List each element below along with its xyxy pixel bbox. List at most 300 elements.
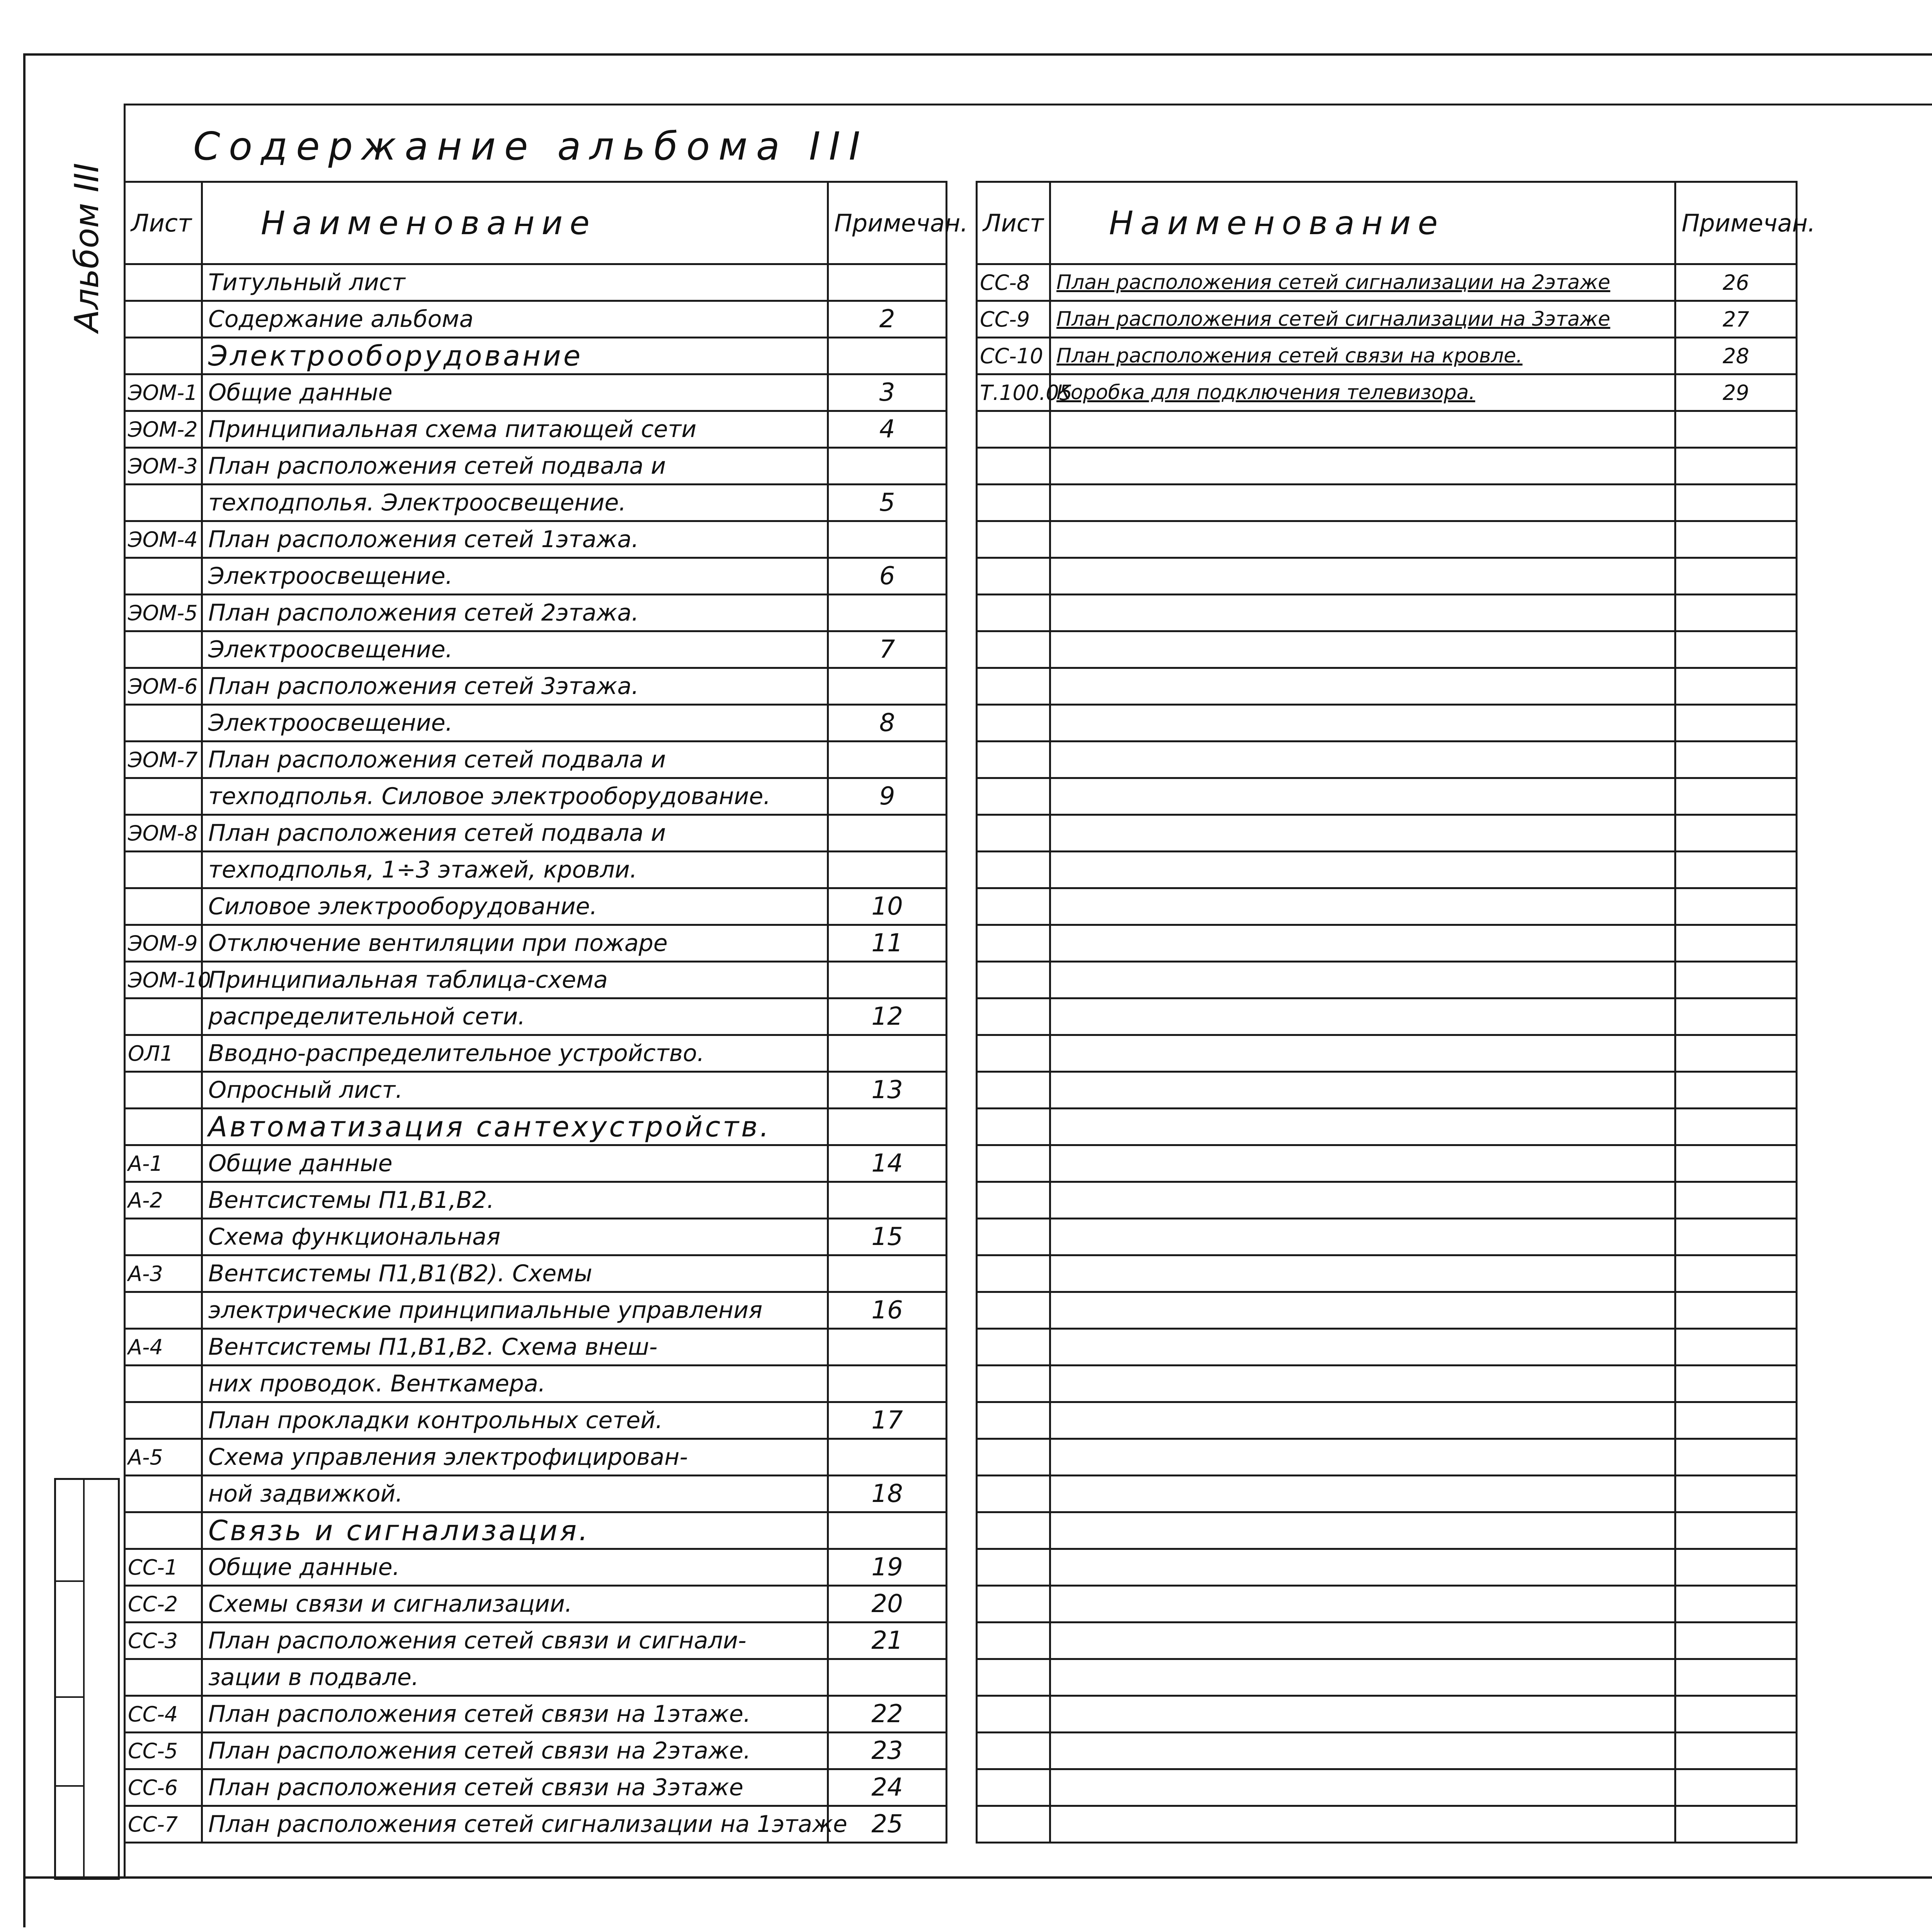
cell-note — [1675, 411, 1797, 448]
cell-sheet: СС-7 — [125, 1806, 202, 1843]
cell-note: 5 — [828, 485, 947, 521]
cell-note — [1675, 448, 1797, 485]
cell-note: 2 — [828, 301, 947, 338]
table-row — [125, 448, 947, 485]
cell-sheet — [125, 338, 202, 374]
cell-note: 10 — [828, 888, 947, 925]
cell-sheet: ЭОМ-6 — [125, 668, 202, 705]
cell-name: Общие данные — [202, 1145, 828, 1182]
cell-name — [1050, 1255, 1675, 1292]
cell-name — [1050, 1366, 1675, 1402]
column-header-note: Примечан. — [1675, 182, 1797, 264]
table-row — [977, 1145, 1797, 1182]
cell-name: План расположения сетей связи и сигнали- — [202, 1622, 828, 1659]
cell-sheet: А-1 — [125, 1145, 202, 1182]
cell-note — [828, 338, 947, 374]
cell-sheet — [977, 558, 1050, 595]
column-header-sheet: Лист — [125, 182, 202, 264]
page-title: Содержание альбома III — [193, 124, 869, 169]
cell-name — [1050, 1182, 1675, 1219]
cell-sheet — [977, 1109, 1050, 1145]
cell-name: План расположения сетей 2этажа. — [202, 595, 828, 631]
table-row — [125, 558, 947, 595]
table-row — [125, 338, 947, 374]
cell-note: 18 — [828, 1476, 947, 1512]
cell-name: ной задвижкой. — [202, 1476, 828, 1512]
table-row — [125, 962, 947, 998]
cell-note — [1675, 1182, 1797, 1219]
cell-sheet: СС-6 — [125, 1769, 202, 1806]
cell-sheet — [977, 925, 1050, 962]
cell-note: 16 — [828, 1292, 947, 1329]
table-row — [977, 1549, 1797, 1586]
cell-note: 19 — [828, 1549, 947, 1586]
contents-table-left-body — [125, 264, 947, 1843]
cell-sheet — [977, 448, 1050, 485]
table-row — [125, 925, 947, 962]
cell-name — [1050, 1219, 1675, 1255]
table-row — [125, 852, 947, 888]
table-row — [125, 1476, 947, 1512]
cell-name — [1050, 1622, 1675, 1659]
cell-name: Вводно-распределительное устройство. — [202, 1035, 828, 1072]
cell-sheet — [125, 705, 202, 742]
cell-note — [1675, 1733, 1797, 1769]
cell-name — [1050, 558, 1675, 595]
cell-sheet — [125, 1072, 202, 1109]
cell-sheet — [977, 1072, 1050, 1109]
cell-sheet — [977, 485, 1050, 521]
table-row — [977, 925, 1797, 962]
cell-name — [1050, 815, 1675, 852]
frame-top-line — [23, 53, 1932, 56]
table-row — [977, 595, 1797, 631]
cell-name: План расположения сетей связи на кровле. — [1050, 338, 1675, 374]
cell-sheet: А-5 — [125, 1439, 202, 1476]
cell-name — [1050, 1549, 1675, 1586]
cell-sheet — [977, 1292, 1050, 1329]
cell-name: План расположения сетей подвала и — [202, 742, 828, 778]
cell-sheet — [977, 852, 1050, 888]
table-row — [977, 1219, 1797, 1255]
cell-name: План расположения сетей 1этажа. — [202, 521, 828, 558]
cell-note — [1675, 1806, 1797, 1843]
cell-note — [1675, 1586, 1797, 1622]
cell-note — [828, 742, 947, 778]
table-row — [977, 1072, 1797, 1109]
table-header-row — [977, 182, 1797, 264]
cell-note: 29 — [1675, 374, 1797, 411]
cell-note — [828, 595, 947, 631]
table-row — [125, 1219, 947, 1255]
cell-name: Электрооборудование — [202, 338, 828, 374]
cell-note: 14 — [828, 1145, 947, 1182]
cell-sheet — [977, 1769, 1050, 1806]
table-row — [977, 264, 1797, 301]
cell-sheet: ЭОМ-2 — [125, 411, 202, 448]
cell-note — [828, 1329, 947, 1366]
cell-sheet: СС-5 — [125, 1733, 202, 1769]
cell-sheet — [977, 1549, 1050, 1586]
cell-note: 3 — [828, 374, 947, 411]
table-row — [125, 1733, 947, 1769]
cell-name — [1050, 778, 1675, 815]
cell-sheet — [977, 705, 1050, 742]
cell-note — [1675, 595, 1797, 631]
table-row — [125, 1659, 947, 1696]
table-row — [977, 374, 1797, 411]
cell-sheet: СС-3 — [125, 1622, 202, 1659]
cell-sheet: СС-9 — [977, 301, 1050, 338]
cell-sheet — [125, 852, 202, 888]
cell-sheet — [977, 1439, 1050, 1476]
table-header-row — [125, 182, 947, 264]
table-row — [125, 1255, 947, 1292]
cell-sheet — [125, 1219, 202, 1255]
cell-sheet — [977, 1329, 1050, 1366]
cell-sheet: СС-10 — [977, 338, 1050, 374]
cell-sheet — [977, 1512, 1050, 1549]
table-row — [977, 1659, 1797, 1696]
cell-note: 27 — [1675, 301, 1797, 338]
table-row — [977, 852, 1797, 888]
table-row — [977, 1806, 1797, 1843]
cell-sheet — [977, 1476, 1050, 1512]
cell-note — [1675, 998, 1797, 1035]
cell-name: План расположения сетей подвала и — [202, 815, 828, 852]
cell-sheet — [125, 1292, 202, 1329]
cell-name: Общие данные. — [202, 1549, 828, 1586]
cell-note — [828, 1512, 947, 1549]
cell-sheet — [125, 888, 202, 925]
cell-note — [1675, 631, 1797, 668]
cell-name — [1050, 448, 1675, 485]
cell-note — [1675, 1769, 1797, 1806]
table-row — [977, 448, 1797, 485]
cell-sheet — [977, 1659, 1050, 1696]
cell-note: 24 — [828, 1769, 947, 1806]
cell-name: техподполья. Электроосвещение. — [202, 485, 828, 521]
table-row — [977, 668, 1797, 705]
stamp-cell — [56, 1696, 83, 1698]
column-header-sheet: Лист — [977, 182, 1050, 264]
cell-note — [828, 1439, 947, 1476]
cell-note: 28 — [1675, 338, 1797, 374]
table-row — [125, 631, 947, 668]
cell-note — [828, 1659, 947, 1696]
cell-sheet — [977, 1696, 1050, 1733]
table-row — [125, 888, 947, 925]
cell-sheet: ЭОМ-4 — [125, 521, 202, 558]
table-row — [125, 1586, 947, 1622]
cell-note — [1675, 852, 1797, 888]
cell-note — [1675, 1622, 1797, 1659]
cell-name — [1050, 411, 1675, 448]
table-row — [977, 962, 1797, 998]
table-row — [977, 1769, 1797, 1806]
table-row — [977, 1476, 1797, 1512]
cell-note: 15 — [828, 1219, 947, 1255]
cell-note — [1675, 1696, 1797, 1733]
contents-table-right-body — [977, 264, 1797, 1843]
cell-sheet — [125, 1402, 202, 1439]
cell-sheet — [125, 1659, 202, 1696]
table-row — [977, 631, 1797, 668]
table-row — [977, 1182, 1797, 1219]
cell-sheet — [977, 815, 1050, 852]
frame-left-outer-line — [23, 53, 26, 1927]
cell-name — [1050, 595, 1675, 631]
cell-name: них проводок. Венткамера. — [202, 1366, 828, 1402]
cell-name: техподполья, 1÷3 этажей, кровли. — [202, 852, 828, 888]
cell-name: распределительной сети. — [202, 998, 828, 1035]
cell-sheet: СС-8 — [977, 264, 1050, 301]
cell-name — [1050, 485, 1675, 521]
table-row — [125, 264, 947, 301]
cell-sheet — [977, 962, 1050, 998]
cell-note — [828, 1366, 947, 1402]
table-row — [125, 374, 947, 411]
cell-note — [828, 521, 947, 558]
cell-sheet — [977, 1586, 1050, 1622]
cell-note — [1675, 778, 1797, 815]
table-row — [125, 1549, 947, 1586]
cell-sheet — [977, 1402, 1050, 1439]
cell-sheet — [977, 1622, 1050, 1659]
cell-sheet — [125, 778, 202, 815]
cell-sheet — [977, 1806, 1050, 1843]
cell-sheet — [977, 1366, 1050, 1402]
contents-table-right — [976, 181, 1816, 1844]
cell-sheet — [125, 1476, 202, 1512]
cell-note — [828, 815, 947, 852]
table-row — [125, 1145, 947, 1182]
cell-note: 13 — [828, 1072, 947, 1109]
cell-name — [1050, 888, 1675, 925]
table-row — [125, 1402, 947, 1439]
cell-sheet — [125, 998, 202, 1035]
cell-sheet — [977, 1145, 1050, 1182]
cell-name: Схема управления электрофицирован- — [202, 1439, 828, 1476]
cell-note — [1675, 1549, 1797, 1586]
cell-note — [1675, 1402, 1797, 1439]
cell-sheet — [977, 1255, 1050, 1292]
cell-note — [1675, 925, 1797, 962]
cell-sheet: СС-4 — [125, 1696, 202, 1733]
cell-sheet — [977, 595, 1050, 631]
cell-note — [1675, 815, 1797, 852]
cell-note — [1675, 1512, 1797, 1549]
cell-sheet — [977, 998, 1050, 1035]
cell-note: 9 — [828, 778, 947, 815]
table-row — [977, 888, 1797, 925]
cell-note — [828, 264, 947, 301]
cell-sheet: ЭОМ-9 — [125, 925, 202, 962]
cell-name — [1050, 1402, 1675, 1439]
table-row — [977, 1109, 1797, 1145]
cell-name — [1050, 1145, 1675, 1182]
cell-name — [1050, 1476, 1675, 1512]
cell-name: Связь и сигнализация. — [202, 1512, 828, 1549]
cell-note — [1675, 705, 1797, 742]
cell-name: Опросный лист. — [202, 1072, 828, 1109]
cell-note — [1675, 888, 1797, 925]
table-row — [977, 1586, 1797, 1622]
cell-name: Вентсистемы П1,В1(В2). Схемы — [202, 1255, 828, 1292]
cell-name: План расположения сетей сигнализации на 2этаже — [1050, 264, 1675, 301]
cell-name: зации в подвале. — [202, 1659, 828, 1696]
cell-note — [1675, 1329, 1797, 1366]
column-header-note: Примечан. — [828, 182, 947, 264]
table-row — [977, 742, 1797, 778]
cell-note: 4 — [828, 411, 947, 448]
cell-note — [828, 668, 947, 705]
cell-sheet: СС-2 — [125, 1586, 202, 1622]
cell-sheet — [125, 631, 202, 668]
cell-sheet: Т.100.05 — [977, 374, 1050, 411]
cell-name — [1050, 962, 1675, 998]
column-header-name: Наименование — [1050, 182, 1675, 264]
cell-name — [1050, 668, 1675, 705]
cell-name: План расположения сетей связи на 3этаже — [202, 1769, 828, 1806]
cell-sheet: ЭОМ-3 — [125, 448, 202, 485]
cell-name: Общие данные — [202, 374, 828, 411]
cell-sheet: ЭОМ-8 — [125, 815, 202, 852]
cell-name — [1050, 1109, 1675, 1145]
cell-name — [1050, 631, 1675, 668]
cell-sheet — [977, 1182, 1050, 1219]
stamp-cell — [56, 1580, 83, 1582]
cell-note: 23 — [828, 1733, 947, 1769]
cell-sheet: ОЛ1 — [125, 1035, 202, 1072]
table-row — [977, 778, 1797, 815]
cell-note — [828, 852, 947, 888]
cell-sheet — [125, 1366, 202, 1402]
cell-note — [1675, 962, 1797, 998]
table-row — [977, 301, 1797, 338]
cell-name: Вентсистемы П1,В1,В2. Схема внеш- — [202, 1329, 828, 1366]
cell-note — [1675, 1292, 1797, 1329]
table-row — [977, 998, 1797, 1035]
table-row — [125, 1512, 947, 1549]
table-row — [977, 1366, 1797, 1402]
table-row — [125, 815, 947, 852]
stamp-divider — [83, 1480, 85, 1878]
cell-note — [1675, 742, 1797, 778]
table-row — [125, 668, 947, 705]
cell-note: 11 — [828, 925, 947, 962]
cell-name: Электроосвещение. — [202, 705, 828, 742]
cell-name — [1050, 1512, 1675, 1549]
cell-note — [1675, 485, 1797, 521]
cell-name: Титульный лист — [202, 264, 828, 301]
cell-sheet: ЭОМ-10 — [125, 962, 202, 998]
table-row — [125, 1329, 947, 1366]
cell-name — [1050, 1072, 1675, 1109]
cell-name: Электроосвещение. — [202, 558, 828, 595]
table-row — [125, 742, 947, 778]
cell-sheet — [977, 742, 1050, 778]
cell-sheet — [125, 558, 202, 595]
table-row — [125, 1072, 947, 1109]
cell-note — [828, 962, 947, 998]
cell-name: Схемы связи и сигнализации. — [202, 1586, 828, 1622]
cell-sheet: А-2 — [125, 1182, 202, 1219]
cell-sheet — [977, 521, 1050, 558]
stamp-cell — [56, 1785, 83, 1787]
table-row — [977, 1402, 1797, 1439]
cell-sheet — [125, 301, 202, 338]
cell-name — [1050, 1292, 1675, 1329]
cell-name — [1050, 998, 1675, 1035]
table-row — [125, 1182, 947, 1219]
cell-note: 12 — [828, 998, 947, 1035]
cell-sheet — [977, 411, 1050, 448]
table-row — [977, 1733, 1797, 1769]
cell-name: План расположения сетей связи на 1этаже. — [202, 1696, 828, 1733]
cell-note — [1675, 1035, 1797, 1072]
cell-name: Коробка для подключения телевизора. — [1050, 374, 1675, 411]
cell-name — [1050, 1035, 1675, 1072]
approval-stamp-strip — [54, 1478, 120, 1880]
table-row — [977, 1292, 1797, 1329]
cell-note: 6 — [828, 558, 947, 595]
table-row — [125, 1439, 947, 1476]
table-row — [125, 1696, 947, 1733]
table-row — [125, 778, 947, 815]
cell-name — [1050, 1806, 1675, 1843]
table-row — [977, 338, 1797, 374]
table-row — [125, 485, 947, 521]
cell-note: 8 — [828, 705, 947, 742]
cell-name: электрические принципиальные управления — [202, 1292, 828, 1329]
cell-note — [1675, 1439, 1797, 1476]
cell-name — [1050, 852, 1675, 888]
cell-sheet: ЭОМ-7 — [125, 742, 202, 778]
table-row — [977, 1329, 1797, 1366]
cell-sheet — [977, 1219, 1050, 1255]
cell-name — [1050, 1696, 1675, 1733]
cell-sheet: А-4 — [125, 1329, 202, 1366]
cell-sheet — [125, 264, 202, 301]
contents-table-left — [124, 181, 968, 1844]
cell-note: 7 — [828, 631, 947, 668]
cell-name: Силовое электрооборудование. — [202, 888, 828, 925]
cell-name: техподполья. Силовое электрооборудование. — [202, 778, 828, 815]
cell-note: 20 — [828, 1586, 947, 1622]
cell-name: План расположения сетей 3этажа. — [202, 668, 828, 705]
cell-name: План расположения сетей связи на 2этаже. — [202, 1733, 828, 1769]
cell-note: 25 — [828, 1806, 947, 1843]
table-row — [977, 1035, 1797, 1072]
table-row — [125, 301, 947, 338]
cell-sheet — [977, 1733, 1050, 1769]
cell-name — [1050, 705, 1675, 742]
table-row — [125, 1109, 947, 1145]
cell-sheet — [125, 485, 202, 521]
cell-note — [828, 1109, 947, 1145]
cell-name — [1050, 1659, 1675, 1696]
table-row — [125, 998, 947, 1035]
cell-name: План расположения сетей подвала и — [202, 448, 828, 485]
table-row — [125, 411, 947, 448]
cell-note — [828, 1182, 947, 1219]
cell-name: Содержание альбома — [202, 301, 828, 338]
cell-name: План прокладки контрольных сетей. — [202, 1402, 828, 1439]
table-row — [125, 595, 947, 631]
cell-note — [1675, 1659, 1797, 1696]
cell-note — [828, 448, 947, 485]
